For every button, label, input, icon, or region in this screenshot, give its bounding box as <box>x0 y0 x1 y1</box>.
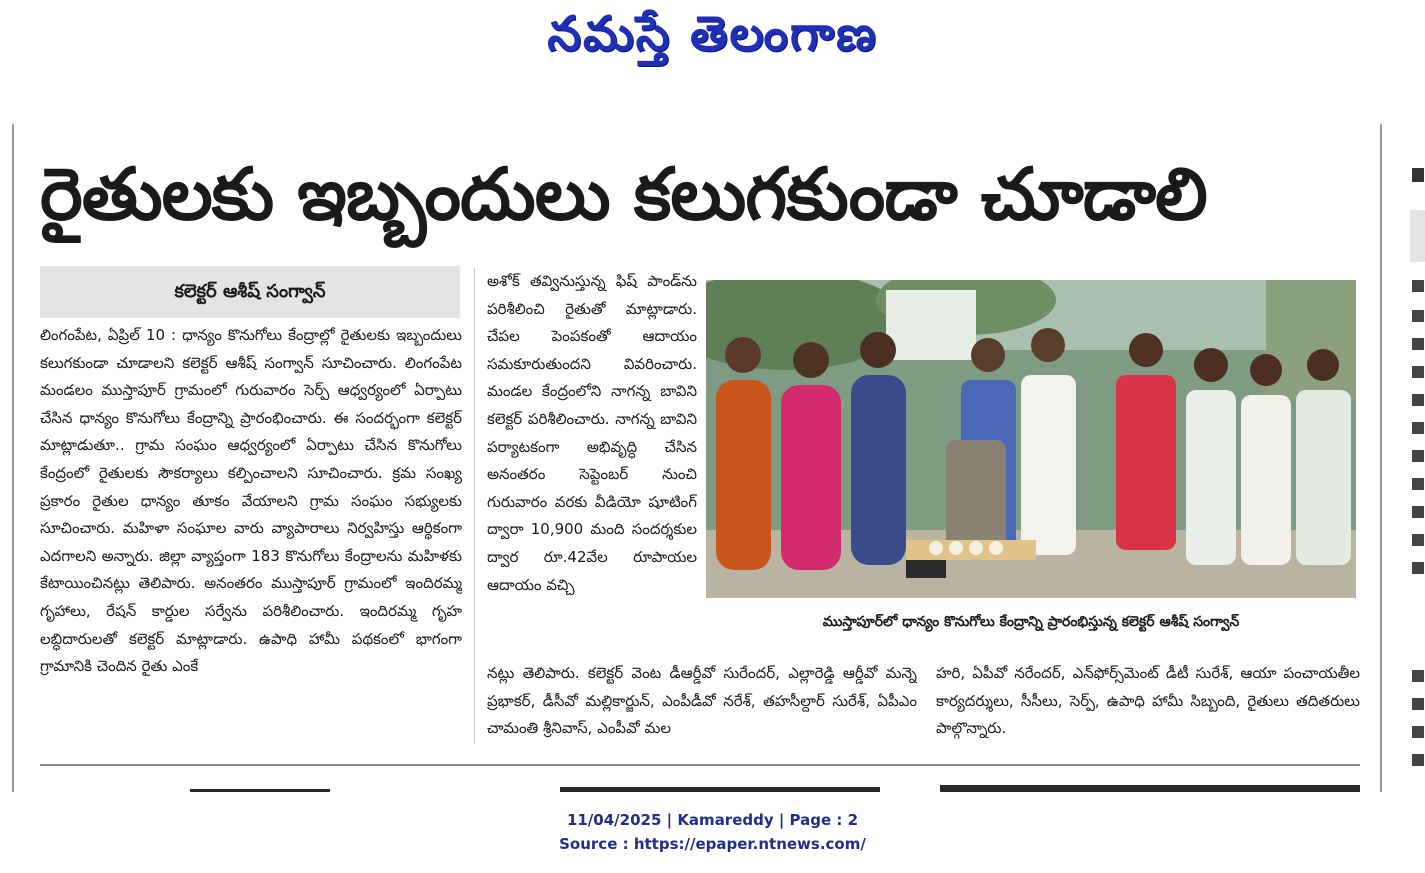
news-photo <box>706 280 1356 598</box>
story-separator <box>40 764 1360 766</box>
headline: రైతులకు ఇబ్బందులు కలుగకుండా చూడాలి <box>40 152 1207 236</box>
cropped-headline-glyphs <box>40 779 1360 792</box>
news-photo-illustration <box>706 280 1356 598</box>
masthead-title: నమస్తే తెలంగాణ <box>547 6 878 62</box>
masthead <box>0 0 1425 90</box>
article-column-1: లింగంపేట, ఏప్రిల్ 10 : ధాన్యం కొనుగోలు కేంద్రాల్లో రైతులకు ఇబ్బందులు కలుగకుండా చూడాలని కలెక్టర్ ఆశీష్ సంగ్వాన్ సూచించారు. లింగంపేట మండలం ముస్తాపూర్ గ్రామంలో గురువారం సెర్ప్ ఆధ్వర్యంలో ఏర్పాటు చేసిన ధాన్యం కొనుగోలు కేంద్రాన్ని ప్రారంభించారు. ఈ సందర్భంగా కలెక్టర్ మాట్లాడుతూ.. గ్రామ సంఘం ఆధ్వర్యంలో ఏర్పాటు చేసిన కొనుగోలు కేంద్రంలో రైతులకు సౌకర్యాలు కల్పించాలని సూచించారు. క్రమ సంఖ్య ప్రకారం రైతుల ధాన్యం తూకం వేయాలని గ్రామ సంఘం సభ్యులకు సూచించారు. మహిళా సంఘాల వారు వ్యాపారాలు నిర్వహిస్తు ఆర్థికంగా ఎదగాలని అన్నారు. జిల్లా వ్యాప్తంగా 183 కొనుగోలు కేంద్రాలను మహిళకు కేటాయించినట్లు తెలిపారు. అనంతరం ముస్తాపూర్ గ్రామంలో ఇందిరమ్మ గృహాలు, రేషన్ కార్డుల సర్వేను పరిశీలించారు. ఇందిరమ్మ గృహ లబ్ధిదారులతో కలెక్టర్ మాట్లాడారు. ఉపాధి హామీ పథకంలో భాగంగా గ్రామానికి చెందిన రైతు ఎంకే <box>40 326 462 676</box>
article-column-bottom-a: నట్లు తెలిపారు. కలెక్టర్ వెంట డీఆర్డీవో సురేందర్, ఎల్లారెడ్డి ఆర్డీవో మన్నె ప్రభాకర్, డీసీవో మల్లికార్జున్, ఎంపీడీవో నరేశ్, తహసీల్దార్ సురేశ్, ఏపీఎం చామంతి శ్రీనివాస్, ఎంపీవో మల <box>487 664 917 738</box>
column-rule-right <box>1380 124 1382 792</box>
edition-line: 11/04/2025 | Kamareddy | Page : 2 <box>566 811 859 829</box>
subhead: కలెక్టర్ ఆశీష్ సంగ్వాన్ <box>40 266 460 318</box>
next-story-headline-cropped <box>40 770 1360 792</box>
adjacent-story-column <box>1404 160 1425 790</box>
adjacent-story-text-glyphs <box>1404 160 1425 790</box>
article-column-2: అశోక్ తవ్వినుస్తున్న ఫిష్ పాండ్‌ను పరిశీలించి రైతుతో మాట్లాడారు. చేపల పెంపకంతో ఆదాయం సమకూరుతుందని వివరించారు. మండల కేంద్రంలోని నాగన్న బావిని కలెక్టర్ పరిశీలించారు. నాగన్న బావిని పర్యాటకంగా అభివృద్ధి చేసిన అనంతరం సెప్టెంబర్ నుంచి గురువారం వరకు వీడియో షూటింగ్ ద్వారా 10,900 మంది సందర్శకుల ద్వార రూ.42వేల రూపాయల ఆదాయం వచ్చి <box>487 272 697 594</box>
source-line: Source : https://epaper.ntnews.com/ <box>559 835 866 853</box>
epaper-footer <box>0 808 1425 858</box>
photo-caption: ముస్తాపూర్‌లో ధాన్యం కొనుగోలు కేంద్రాన్ని ప్రారంభిస్తున్న కలెక్టర్ ఆశీష్ సంగ్వాన్ <box>822 614 1240 630</box>
column-divider <box>474 268 475 744</box>
article-column-bottom-b: హరి, ఏపీవో నరేందర్, ఎన్‌ఫోర్స్‌మెంట్ డీటీ సురేశ్, ఆయా పంచాయతీల కార్యదర్శులు, సీసీలు, సెర్ప్, ఉపాధి హామీ సిబ్బంది, రైతులు తదితరులు పాల్గొన్నారు. <box>936 664 1360 738</box>
